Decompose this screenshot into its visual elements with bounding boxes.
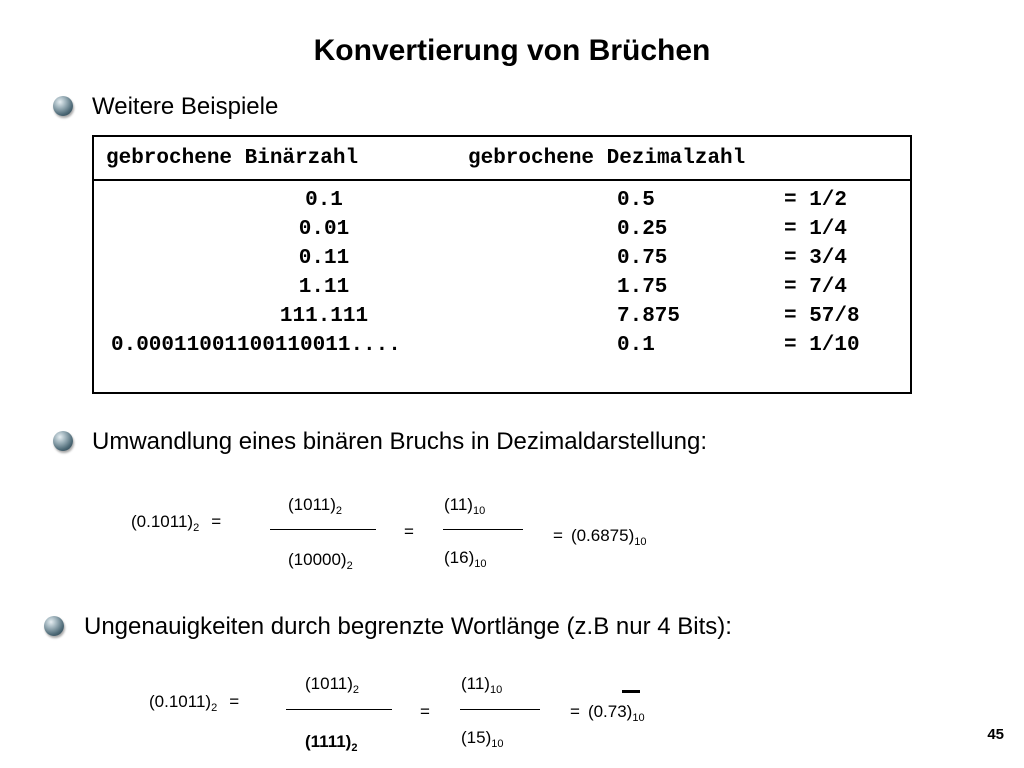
- table-row: [94, 218, 910, 247]
- eq-sign: =: [420, 702, 430, 721]
- frac1-denominator: $(1111)_2$: [305, 732, 358, 754]
- eq-result: = $(0.73)_{10}$: [570, 702, 645, 724]
- frac2-numerator: $(11)_{10}$: [444, 495, 486, 517]
- binary-value: 0.11: [298, 247, 350, 270]
- header-binary: gebrochene Binärzahl: [106, 147, 359, 170]
- binary-value: 1.11: [298, 276, 350, 299]
- eq-lhs: $(0.1011)_2$ =: [149, 692, 240, 714]
- table-header: [94, 137, 910, 181]
- fraction-value: = 1/2: [784, 189, 848, 212]
- decimal-value: 0.75: [617, 247, 668, 270]
- conversion-table: [92, 135, 912, 394]
- fraction-value: = 1/10: [784, 334, 860, 357]
- decimal-value: 0.25: [617, 218, 668, 241]
- decimal-value: 0.5: [617, 189, 655, 212]
- page-number: 45: [987, 726, 1004, 743]
- fraction-value: = 7/4: [784, 276, 848, 299]
- eq-lhs: $(0.1011)_2$ =: [131, 512, 222, 534]
- bullet-icon: [53, 96, 73, 116]
- binary-value: 0.01: [298, 218, 350, 241]
- decimal-value: 1.75: [617, 276, 668, 299]
- section1-heading: Weitere Beispiele: [92, 93, 279, 120]
- header-decimal: gebrochene Dezimalzahl: [468, 147, 746, 170]
- bullet-icon: [44, 616, 64, 636]
- bullet-icon: [53, 431, 73, 451]
- section3-heading: Ungenauigkeiten durch begrenzte Wortlänge (z.B nur 4 Bits):: [84, 613, 732, 640]
- fraction-value: = 1/4: [784, 218, 848, 241]
- decimal-value: 7.875: [617, 305, 681, 328]
- eq-result: = $(0.6875)_{10}$: [553, 526, 647, 548]
- frac2-numerator: $(11)_{10}$: [461, 674, 503, 696]
- table-row: [94, 276, 910, 305]
- table-row: [94, 305, 910, 334]
- frac1-denominator: $(10000)_2$: [288, 550, 353, 572]
- fraction-bar: [270, 529, 376, 530]
- fraction-value: = 57/8: [784, 305, 860, 328]
- frac1-numerator: $(1011)_2$: [305, 674, 360, 696]
- frac1-numerator: $(1011)_2$: [288, 495, 343, 517]
- table-row: [94, 189, 910, 218]
- binary-value: 111.111: [279, 305, 369, 328]
- frac2-denominator: $(16)_{10}$: [444, 548, 487, 570]
- table-row: [94, 334, 910, 363]
- frac2-denominator: $(15)_{10}$: [461, 728, 504, 750]
- fraction-bar: [443, 529, 523, 530]
- decimal-value: 0.1: [617, 334, 655, 357]
- binary-value: 0.00011001100110011....: [111, 334, 401, 357]
- table-row: [94, 247, 910, 276]
- fraction-value: = 3/4: [784, 247, 848, 270]
- repeating-overbar: [622, 690, 640, 693]
- fraction-bar: [460, 709, 540, 710]
- slide-title: Konvertierung von Brüchen: [313, 34, 711, 67]
- eq-sign: =: [404, 522, 414, 541]
- section2-heading: Umwandlung eines binären Bruchs in Dezimaldarstellung:: [92, 428, 707, 455]
- binary-value: 0.1: [305, 189, 343, 212]
- fraction-bar: [286, 709, 392, 710]
